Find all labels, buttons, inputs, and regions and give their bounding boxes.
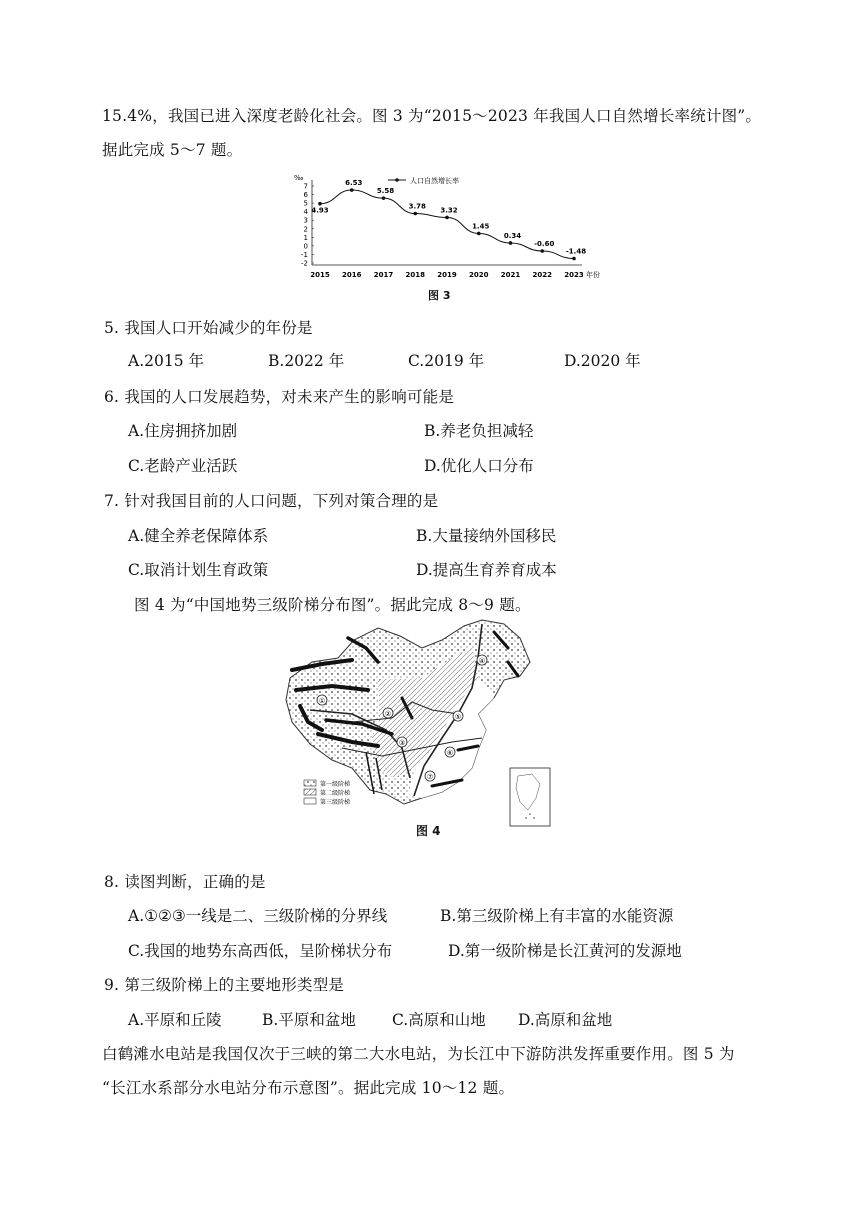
marker-3 bbox=[397, 737, 407, 747]
y-tick-label: 1 bbox=[303, 233, 308, 242]
y-tick-label: 6 bbox=[303, 191, 308, 200]
data-label: 5.58 bbox=[376, 187, 395, 196]
marker-5 bbox=[453, 711, 463, 721]
intro-line-2: 据此完成 5～7 题。 bbox=[102, 141, 243, 159]
question-8-option-b[interactable]: B.第三级阶梯上有丰富的水能资源 bbox=[440, 907, 674, 925]
population-growth-chart bbox=[282, 170, 602, 305]
x-tick-label: 2019 bbox=[437, 271, 457, 279]
question-9-option-d[interactable]: D.高原和盆地 bbox=[518, 1011, 613, 1029]
figure-5-intro-line-2: “长江水系部分水电站分布示意图”。据此完成 10～12 题。 bbox=[102, 1079, 515, 1097]
growth-rate-line bbox=[320, 190, 574, 259]
y-tick-label: 0 bbox=[303, 242, 308, 251]
x-tick-label: 2023 bbox=[564, 271, 584, 279]
x-tick-label: 2015 bbox=[310, 271, 330, 279]
question-9-option-b[interactable]: B.平原和盆地 bbox=[262, 1011, 356, 1029]
question-5-option-c[interactable]: C.2019 年 bbox=[408, 352, 485, 370]
question-6-option-a[interactable]: A.住房拥挤加剧 bbox=[128, 422, 238, 440]
data-point bbox=[572, 257, 576, 261]
question-8-option-a[interactable]: A.①②③一线是二、三级阶梯的分界线 bbox=[128, 907, 388, 925]
question-7-option-a[interactable]: A.健全养老保障体系 bbox=[128, 527, 269, 545]
question-5-option-d[interactable]: D.2020 年 bbox=[564, 352, 641, 370]
y-tick-label: 7 bbox=[303, 182, 308, 191]
x-tick-label: 2021 bbox=[500, 271, 521, 279]
data-point bbox=[350, 188, 354, 192]
data-label: 6.53 bbox=[345, 179, 363, 188]
figure-4 bbox=[282, 618, 572, 840]
y-tick-label: 3 bbox=[303, 216, 308, 225]
question-5-option-a[interactable]: A.2015 年 bbox=[128, 352, 204, 370]
legend-marker bbox=[395, 178, 399, 182]
figure-3-caption: 图 3 bbox=[428, 289, 451, 302]
figure-4-caption: 图 4 bbox=[416, 824, 441, 838]
svg-text:⑦: ⑦ bbox=[426, 773, 434, 781]
svg-text:②: ② bbox=[384, 710, 392, 718]
south-china-sea-inset bbox=[510, 768, 550, 826]
legend-label: 人口自然增长率 bbox=[410, 177, 459, 185]
svg-text:第二级阶梯: 第二级阶梯 bbox=[320, 790, 351, 797]
question-9-stem: 9. 第三级阶梯上的主要地形类型是 bbox=[104, 976, 345, 994]
question-6-option-b[interactable]: B.养老负担减轻 bbox=[424, 422, 534, 440]
question-9-option-a[interactable]: A.平原和丘陵 bbox=[128, 1011, 222, 1029]
figure-3 bbox=[282, 170, 602, 305]
question-7-option-c[interactable]: C.取消计划生育政策 bbox=[128, 561, 269, 579]
data-point bbox=[445, 216, 449, 220]
data-point bbox=[540, 249, 544, 253]
x-tick-label: 2016 bbox=[342, 271, 362, 279]
marker-2 bbox=[383, 708, 393, 718]
data-point bbox=[477, 232, 481, 236]
data-label: -1.48 bbox=[565, 247, 587, 256]
question-7-stem: 7. 针对我国目前的人口问题，下列对策合理的是 bbox=[104, 492, 439, 510]
marker-7 bbox=[425, 771, 435, 781]
question-7-option-d[interactable]: D.提高生育养育成本 bbox=[416, 561, 557, 579]
svg-text:①: ① bbox=[318, 697, 326, 705]
question-7-option-b[interactable]: B.大量接纳外国移民 bbox=[416, 527, 557, 545]
data-label: 0.34 bbox=[503, 231, 522, 240]
data-point bbox=[413, 212, 417, 216]
svg-text:⑥: ⑥ bbox=[446, 749, 454, 757]
x-tick-label: 2018 bbox=[405, 271, 425, 279]
x-tick-label: 2017 bbox=[373, 271, 394, 279]
question-6-stem: 6. 我国的人口发展趋势，对未来产生的影响可能是 bbox=[104, 388, 455, 406]
figure-5-intro-line-1: 白鹤滩水电站是我国仅次于三峡的第二大水电站，为长江中下游防洪发挥重要作用。图 5 为 bbox=[102, 1045, 735, 1063]
svg-text:⑤: ⑤ bbox=[454, 713, 462, 721]
question-5-option-b[interactable]: B.2022 年 bbox=[268, 352, 345, 370]
y-tick-label: 4 bbox=[303, 208, 308, 217]
question-6-option-c[interactable]: C.老龄产业活跃 bbox=[128, 457, 238, 475]
intro-line-1: 15.4%，我国已进入深度老龄化社会。图 3 为“2015～2023 年我国人口自然增长率统计图”。 bbox=[102, 107, 762, 125]
question-8-option-d[interactable]: D.第一级阶梯是长江黄河的发源地 bbox=[448, 942, 682, 960]
x-unit-label: 年份 bbox=[586, 271, 600, 279]
data-point bbox=[509, 241, 513, 245]
svg-text:④: ④ bbox=[478, 657, 486, 665]
svg-text:第一级阶梯: 第一级阶梯 bbox=[320, 781, 351, 788]
y-tick-label: 5 bbox=[303, 199, 308, 208]
marker-4 bbox=[477, 655, 487, 665]
y-tick-label: -2 bbox=[301, 259, 308, 268]
x-tick-label: 2022 bbox=[532, 271, 552, 279]
data-label: 3.78 bbox=[408, 202, 426, 211]
y-tick-label: -1 bbox=[301, 250, 308, 259]
x-tick-label: 2020 bbox=[469, 271, 489, 279]
data-label: 4.93 bbox=[311, 206, 329, 215]
question-6-option-d[interactable]: D.优化人口分布 bbox=[424, 457, 534, 475]
y-unit-label: ‰ bbox=[294, 174, 304, 182]
data-label: 3.32 bbox=[440, 206, 458, 215]
marker-6 bbox=[445, 747, 455, 757]
question-8-option-c[interactable]: C.我国的地势东高西低，呈阶梯状分布 bbox=[128, 942, 393, 960]
question-5-stem: 5. 我国人口开始减少的年份是 bbox=[104, 319, 313, 337]
terrain-steps-map bbox=[282, 618, 572, 840]
data-label: -0.60 bbox=[534, 240, 555, 249]
svg-text:第三级阶梯: 第三级阶梯 bbox=[320, 799, 351, 806]
figure-4-intro: 图 4 为“中国地势三级阶梯分布图”。据此完成 8～9 题。 bbox=[134, 596, 531, 614]
y-tick-label: 2 bbox=[303, 225, 308, 234]
data-point bbox=[318, 202, 322, 206]
question-9-option-c[interactable]: C.高原和山地 bbox=[392, 1011, 486, 1029]
data-point bbox=[382, 196, 386, 200]
map-legend bbox=[304, 780, 350, 806]
data-label: 1.45 bbox=[472, 222, 490, 231]
svg-text:③: ③ bbox=[398, 739, 406, 747]
marker-1 bbox=[317, 695, 327, 705]
question-8-stem: 8. 读图判断，正确的是 bbox=[104, 873, 266, 891]
